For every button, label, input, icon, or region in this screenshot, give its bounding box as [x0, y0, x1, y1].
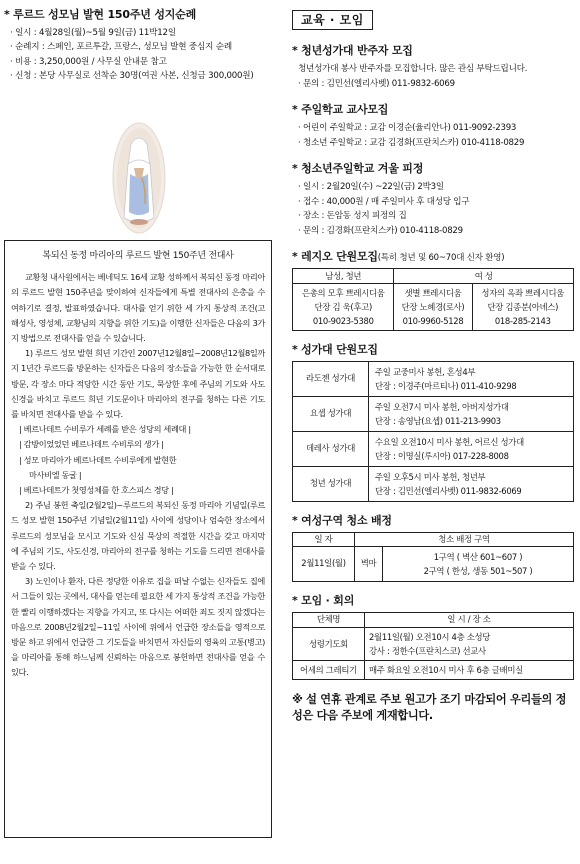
sunday-teacher-section [292, 103, 574, 150]
virgin-mary-image [112, 122, 166, 234]
meetings-table [292, 612, 574, 680]
indulgence-place: | 성모 마리아가 베르나데트 수비루에게 발현한 [19, 454, 177, 465]
legio-phone: 010-9960-5128 [402, 316, 464, 327]
pilgrimage-info [4, 26, 276, 84]
legio-title [292, 250, 574, 265]
choir-name: 요셉 성가대 [293, 397, 369, 432]
pilgrimage-title: * 루르드 성모님 발현 150주년 성지순례 [4, 8, 197, 21]
pilgrimage-date: · 일시 : 4월28일(월)~5월 9일(금) 11박12일 [10, 27, 176, 38]
winter-camp-fee: · 접수 : 40,000원 / 매 주일미사 후 대성당 입구 [298, 196, 470, 207]
cleaning-title: * 여성구역 청소 배정 [292, 514, 392, 528]
winter-camp-title: * 청소년주일학교 겨울 피정 [292, 162, 424, 176]
winter-camp-place: · 장소 : 돈암동 성지 피정의 집 [298, 211, 407, 222]
choir-schedule: 주일 오전7시 미사 봉헌, 아버지성가대 [375, 402, 509, 413]
choir-leader: 단장 : 송영남(요셉) 011-213-9903 [375, 416, 501, 427]
legio-table [292, 268, 574, 331]
meetings-header-group: 단체명 [293, 612, 365, 627]
choir-accompanist-contact: · 문의 : 김민선(엘리사벳) 011-9832-6069 [298, 78, 455, 89]
table-row [293, 547, 574, 582]
meeting-info [365, 627, 574, 660]
right-column [292, 8, 574, 724]
table-row [293, 627, 574, 660]
legio-name: 성자의 옥좌 쁘레시디움 [481, 288, 565, 299]
meetings-section [292, 594, 574, 680]
left-column [4, 8, 276, 239]
meeting-speaker: 강사 : 정한수(프란치스코) 선교사 [369, 645, 486, 656]
meeting-group: 어세의 그레티기 [293, 660, 365, 679]
winter-camp-contact: · 문의 : 김경화(프란치스카) 010-4118-0829 [298, 225, 463, 236]
cleaning-area: 2구역 ( 한성, 생동 501~507 ) [423, 566, 533, 576]
sunday-teacher-children: · 어린이 주일학교 : 교감 이경순(율리안나) 011-9092-2393 [298, 123, 517, 134]
choir-name: 청년 성가대 [293, 467, 369, 502]
choir-name: 라도젠 성가대 [293, 362, 369, 397]
legio-name: 은총의 모후 쁘레시디움 [301, 288, 385, 299]
meetings-header-time: 일 시 / 장 소 [365, 612, 574, 627]
sunday-teacher-youth: · 청소년 주일학교 : 교감 김경화(프란치스카) 010-4118-0829 [298, 137, 525, 148]
indulgence-place: | 베르나데트가 첫영성체를 한 호스피스 경당 | [19, 484, 174, 495]
cleaning-header-area: 청소 배정 구역 [355, 533, 574, 547]
choir-leader: 단장 : 이명실(루시아) 017-228-8008 [375, 451, 509, 462]
cleaning-table [292, 532, 574, 582]
winter-camp-date: · 일시 : 2월20일(수) ~22일(금) 2박3일 [298, 182, 444, 193]
legio-cell [293, 284, 394, 331]
choir-schedule: 주일 교중미사 봉헌, 혼성4부 [375, 367, 476, 378]
pilgrimage-cost: · 비용 : 3,250,000원 / 사무실 안내문 참고 [10, 56, 167, 67]
meeting-time: 2월11일(월) 오전10시 4층 소성당 [369, 631, 491, 642]
cleaning-section [292, 514, 574, 582]
cleaning-date: 2월11일(월) [293, 547, 355, 582]
deadline-notice: ※ 설 연휴 관계로 주보 원고가 조기 마감되어 우리들의 정성은 다음 주보에 게재합니다. [292, 692, 567, 722]
cleaning-ward: 벽마 [355, 547, 383, 582]
indulgence-paragraph-1: 교황청 내사원에서는 베네딕도 16세 교황 성하께서 복되신 동정 마리아의 루르드 발현 150주년을 맞이하여 신자들에게 특별 전대사의 은총을 수여하기로 결정, 발표하였습니다. 대사를 얻기 위한 세 가지 통상적 조건(고해성사, 영성체, 교황님의 지향을 위한 기도)을 이행한 신자들은 다음의 3가지 방법으로 전대사를 얻을 수 있습니다. [11, 272, 265, 343]
indulgence-title: 복되신 동정 마리아의 루르드 발현 150주년 전대사 [42, 251, 234, 261]
pilgrimage-apply: · 신청 : 본당 사무실로 선착순 30명(여권 사본, 신청금 300,000원) [10, 71, 254, 82]
legio-leader: 단장 노혜경(로사) [401, 302, 465, 313]
choir-info [369, 397, 574, 432]
indulgence-places [19, 422, 265, 498]
choir-leader: 단장 : 이경주(마르티나) 011-410-9298 [375, 381, 517, 392]
cleaning-areas [383, 547, 574, 582]
choir-schedule: 주일 오후5시 미사 봉헌, 청년부 [375, 472, 486, 483]
cleaning-area: 1구역 ( 벽산 601~607 ) [433, 552, 523, 562]
choir-accompanist-section [292, 44, 574, 91]
legio-header-men: 남성, 청년 [293, 269, 394, 284]
legio-section [292, 250, 574, 331]
section-header: 교육 · 모임 [292, 10, 373, 30]
legio-name: 샛별 쁘레시디움 [404, 288, 462, 299]
indulgence-place: | 베르나데트 수비루가 세례를 받은 성당의 세례대 | [19, 424, 191, 435]
cleaning-header-date: 일 자 [293, 533, 355, 547]
legio-title-text: * 레지오 단원모집 [292, 250, 378, 264]
meeting-info [365, 660, 574, 679]
choir-name: 데레사 성가대 [293, 432, 369, 467]
choir-accompanist-title: * 청년성가대 반주자 모집 [292, 44, 413, 58]
indulgence-paragraph-4: 3) 노인이나 환자, 다른 정당한 이유로 집을 떠날 수없는 신자들도 집에서 그들이 있는 곳에서, 대사를 얻는데 필요한 세 가지 통상적 조건을 가능한 한 빨리 이행하겠다는 지향을 가지고, 또 다시는 어떠한 죄도 짓지 않겠다는 마음으로 2008년2월2일~11일 사이에 위에서 언급한 장소들을 영적으로 방문 하고 위에서 언급한 그 기도들을 바치면서 자신들의 영육의 고통(병고)을 마리아를 통해 하느님께 신뢰하는 마음으로 봉헌하면 전대사를 얻을 수 있다. [11, 576, 265, 678]
legio-cell [394, 284, 472, 331]
indulgence-place: 마사비엘 동굴 | [29, 469, 82, 480]
choir-leader: 단장 : 김민선(엘리사벳) 011-9832-6069 [375, 486, 522, 497]
choir-info [369, 467, 574, 502]
indulgence-paragraph-2: 1) 루르드 성모 발현 희년 기간인 2007년12월8일~2008년12월8일까지 1년간 루르드를 방문하는 신자들은 다음의 장소들을 가능한 한 순서대로 방문, 각 장소 마다 적당한 시간 동안 기도, 묵상한 후에 주님의 기도와 사도신경을 바치고 루르드 희년 기도문이나 마리아의 전구를 청하는 다른 기도를 바치면 전대사를 받을 수 있다. [11, 348, 265, 419]
legio-note: (특히 청년 및 60~70대 신자 환영) [377, 253, 505, 264]
meeting-group: 성령기도회 [293, 627, 365, 660]
meeting-time: 매주 화요일 오전10시 미사 후 6층 글배미실 [369, 664, 523, 675]
indulgence-box [4, 240, 272, 838]
winter-camp-section [292, 162, 574, 238]
legio-cell [472, 284, 574, 331]
legio-header-women: 여 성 [394, 269, 574, 284]
choirs-table [292, 361, 574, 502]
choir-accompanist-body: 청년성가대 봉사 반주자를 모집합니다. 많은 관심 부탁드립니다. [298, 64, 528, 75]
meetings-title: * 모임 · 회의 [292, 594, 355, 607]
choir-info [369, 432, 574, 467]
sunday-teacher-title: * 주일학교 교사모집 [292, 103, 389, 117]
table-row [293, 467, 574, 502]
pilgrimage-places: · 순례지 : 스페인, 포르투갈, 프랑스, 성모님 발현 중심지 순례 [10, 42, 232, 53]
choirs-section [292, 343, 574, 502]
table-row [293, 660, 574, 679]
legio-phone: 018-285-2143 [494, 316, 551, 327]
choir-info [369, 362, 574, 397]
table-row [293, 432, 574, 467]
table-row [293, 397, 574, 432]
legio-leader: 단장 김종분(아녜스) [487, 302, 559, 313]
indulgence-place: | 감방이었었던 베르나데트 수비루의 생가 | [19, 439, 164, 450]
table-row [293, 362, 574, 397]
choir-schedule: 수요일 오전10시 미사 봉헌, 어르신 성가대 [375, 437, 524, 448]
legio-leader: 단장 김 욱(후고) [314, 302, 372, 313]
indulgence-paragraph-3: 2) 주님 봉헌 축일(2월2일)~루르드의 복되신 동정 마리아 기념일(루르드 성모 발현 150주년 기념일(2월11일) 사이에 성당이나 엄숙한 장소에서 루르드의 성모님을 모시고 기도와 신심 묵상의 적절한 시간을 갖고 마지막에 주님의 기도, 사도신경, 마리아의 전구를 청하는 기도를 드리면 전대사를 받을 수 있다. [11, 500, 265, 571]
legio-phone: 010-9023-5380 [312, 316, 374, 327]
choirs-title: * 성가대 단원모집 [292, 343, 378, 357]
